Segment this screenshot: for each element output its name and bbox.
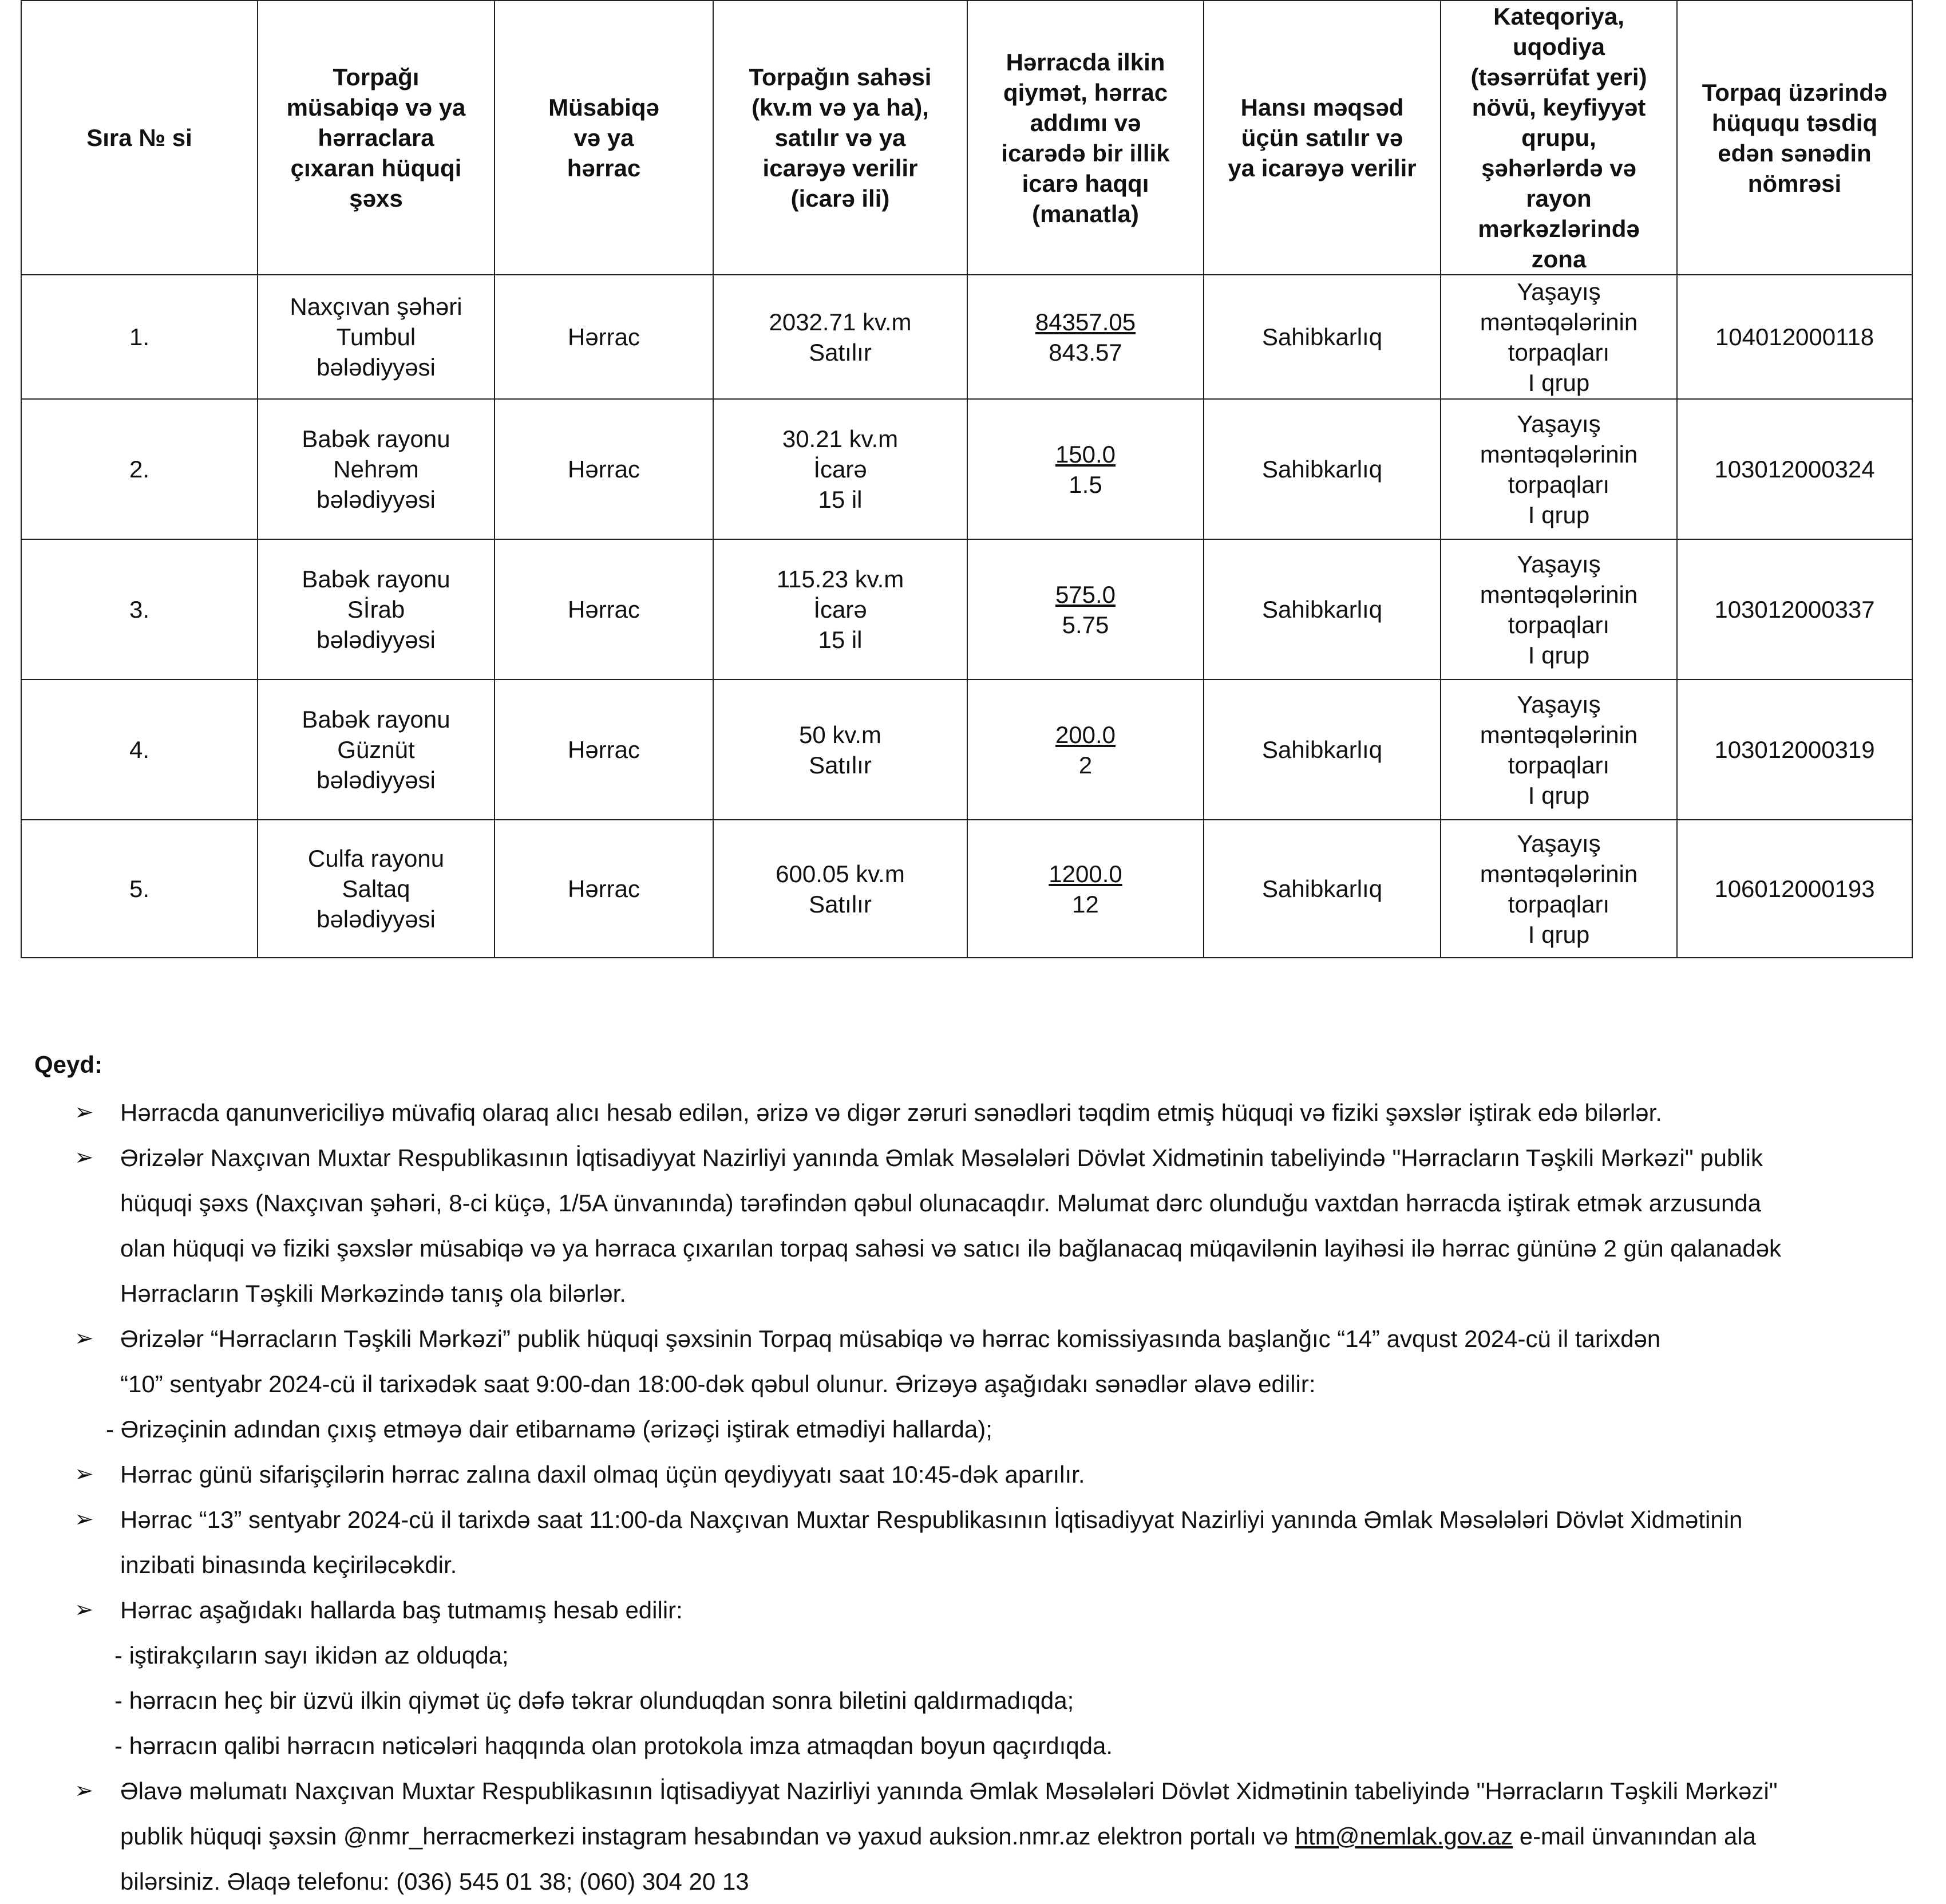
land-category-line: Yaşayış: [1517, 550, 1601, 578]
auction-table: [21, 0, 1913, 958]
entity-name-line: bələdiyyəsi: [317, 906, 436, 933]
row-number: 3.: [21, 539, 258, 680]
header-line: Sıra № si: [86, 124, 192, 151]
price-cell: [967, 820, 1204, 958]
note-text: e-mail ünvanından ala: [1513, 1823, 1756, 1850]
land-category-line: Yaşayış: [1517, 690, 1601, 718]
note-line: Ərizələr “Hərracların Təşkili Mərkəzi” publik hüquqi şəxsinin Torpaq müsabiqə və hərrac komissiyasında başlanğıc “14” avqust 2024-cü il tarixdən: [120, 1325, 1661, 1352]
note-text: Hərrac günü sifarişçilərin hərrac zalına daxil olmaq üçün qeydiyyatı saat 10:45-dək aparılır.: [120, 1461, 1085, 1488]
land-category-line: məntəqələrinin: [1480, 308, 1638, 335]
auction-step: 1.5: [1069, 471, 1102, 498]
note-subitem: - hərracın heç bir üzvü ilkin qiymət üç dəfə təkrar olunduqdan sonra biletini qaldırmadıqda;: [114, 1687, 1074, 1714]
initial-price: 84357.05: [1035, 308, 1136, 335]
header-line: icarədə bir illik: [1001, 139, 1170, 167]
note-bullet-2: [34, 1135, 1940, 1316]
sale-type: Hərrac: [495, 539, 713, 680]
header-line: Torpağın sahəsi: [749, 64, 932, 90]
note-subitem: - iştirakçıların sayı ikidən az olduqda;: [114, 1642, 509, 1669]
header-cell: [1441, 1, 1677, 275]
price-cell: [967, 275, 1204, 399]
row-number: 1.: [21, 275, 258, 399]
row-number: 4.: [21, 680, 258, 820]
sale-type: Hərrac: [495, 275, 713, 399]
header-line: zona: [1531, 246, 1587, 272]
land-area-line: 30.21 kv.m: [782, 425, 899, 452]
document-number: 103012000324: [1677, 399, 1912, 539]
arrow-bullet-icon: ➢: [74, 1461, 94, 1487]
entity-name-line: Tumbul: [336, 323, 416, 350]
arrow-bullet-icon: ➢: [74, 1145, 94, 1170]
land-category-line: I qrup: [1528, 921, 1590, 948]
land-area-line: Satılır: [809, 751, 872, 779]
land-area-line: 15 il: [818, 626, 863, 653]
entity-name-line: Sİrab: [347, 596, 405, 623]
document-number: 106012000193: [1677, 820, 1912, 958]
entity-name: [258, 399, 495, 539]
sale-type: Hərrac: [495, 680, 713, 820]
header-line: qrupu,: [1521, 124, 1596, 151]
header-line: və ya: [573, 124, 634, 151]
table-row: [21, 399, 1912, 539]
land-category-line: Yaşayış: [1517, 410, 1601, 437]
land-category-line: I qrup: [1528, 369, 1590, 396]
email-link[interactable]: htm@nemlak.gov.az: [1295, 1823, 1513, 1850]
header-line: hərraclara: [318, 124, 434, 151]
note-line: hüquqi şəxs (Naxçıvan şəhəri, 8-ci küçə, 1/5A ünvanında) tərəfindən qəbul olunacaqdır. Məlumat dərc olunduğu vaxtdan hərracda iştirak etmək arzusunda: [120, 1190, 1762, 1216]
land-category: [1441, 275, 1677, 399]
land-category-line: Yaşayış: [1517, 829, 1601, 857]
header-line: (icarə ili): [790, 185, 890, 212]
land-area: [713, 399, 967, 539]
land-category-line: məntəqələrinin: [1480, 721, 1638, 748]
purpose: Sahibkarlıq: [1204, 680, 1441, 820]
initial-price: 1200.0: [1049, 860, 1122, 887]
note-subitem: - Ərizəçinin adından çıxış etməyə dair etibarnamə (ərizəçi iştirak etmədiyi hallarda);: [106, 1416, 992, 1443]
land-category-line: Yaşayış: [1517, 278, 1601, 305]
land-area-line: Satılır: [809, 890, 872, 918]
header-line: (təsərrüfat yeri): [1470, 64, 1647, 90]
land-category-line: I qrup: [1528, 641, 1590, 669]
header-line: Torpağı: [333, 64, 420, 90]
land-category-line: torpaqları: [1508, 890, 1610, 918]
header-line: (kv.m və ya ha),: [751, 94, 929, 121]
purpose: Sahibkarlıq: [1204, 399, 1441, 539]
initial-price: 150.0: [1055, 440, 1116, 468]
land-category-line: torpaqları: [1508, 338, 1610, 366]
header-line: Hansı məqsəd: [1240, 94, 1404, 121]
note-line: Ərizələr Naxçıvan Muxtar Respublikasının İqtisadiyyat Nazirliyi yanında Əmlak Məsələləri Dövlət Xidmətinin tabeliyində "Hərracların Təşkili Mərkəzi" publik: [120, 1144, 1763, 1171]
sale-type: Hərrac: [495, 820, 713, 958]
note-line: inzibati binasında keçiriləcəkdir.: [120, 1551, 457, 1578]
note-bullet-1: [34, 1090, 1940, 1135]
document-number: 103012000319: [1677, 680, 1912, 820]
land-area: [713, 680, 967, 820]
land-area: [713, 275, 967, 399]
note-line: Əlavə məlumatı Naxçıvan Muxtar Respublikasının İqtisadiyyat Nazirliyi yanında Əmlak Məsələləri Dövlət Xidmətinin tabeliyində "Hərracların Təşkili Mərkəzi": [120, 1777, 1778, 1804]
entity-name-line: bələdiyyəsi: [317, 486, 436, 513]
header-line: ya icarəyə verilir: [1228, 155, 1417, 181]
land-category-line: torpaqları: [1508, 611, 1610, 638]
header-line: Kateqoriya,: [1493, 3, 1624, 30]
header-cell: [495, 1, 713, 275]
arrow-bullet-icon: ➢: [74, 1100, 94, 1125]
land-category-line: I qrup: [1528, 781, 1590, 809]
header-line: üçün satılır və: [1241, 124, 1403, 151]
land-category-line: torpaqları: [1508, 751, 1610, 779]
note-line: Hərracların Təşkili Mərkəzində tanış ola bilərlər.: [120, 1280, 626, 1307]
note-bullet-3: [34, 1316, 1940, 1407]
header-cell: [21, 1, 258, 275]
initial-price: 575.0: [1055, 580, 1116, 608]
header-line: Müsabiqə: [548, 94, 659, 121]
entity-name: [258, 539, 495, 680]
land-area-line: 600.05 kv.m: [776, 860, 905, 887]
entity-name-line: bələdiyyəsi: [317, 626, 436, 653]
entity-name-line: Güznüt: [337, 736, 415, 763]
note-bullet-6: [34, 1587, 1940, 1633]
price-cell: [967, 399, 1204, 539]
header-line: icarəyə verilir: [762, 155, 918, 181]
note-line: “10” sentyabr 2024-cü il tarixədək saat 9:00-dan 18:00-dək qəbul olunur. Ərizəyə aşağıdakı sənədlər əlavə edilir:: [120, 1370, 1316, 1397]
arrow-bullet-icon: ➢: [74, 1507, 94, 1532]
land-area-line: 2032.71 kv.m: [769, 308, 912, 335]
header-line: müsabiqə və ya: [286, 94, 466, 121]
header-line: qiymət, hərrac: [1003, 78, 1168, 106]
header-cell: [1677, 1, 1912, 275]
header-line: hərrac: [567, 155, 641, 181]
table-row: [21, 275, 1912, 399]
land-area-line: 15 il: [818, 486, 863, 513]
note-line: [120, 1814, 1940, 1859]
note-text: publik hüquqi şəxsin @nmr_herracmerkezi instagram hesabından və yaxud auksion.nmr.az elektron portalı və: [120, 1823, 1295, 1850]
table-row: [21, 820, 1912, 958]
land-category-line: məntəqələrinin: [1480, 580, 1638, 608]
header-cell: [967, 1, 1204, 275]
initial-price: 200.0: [1055, 721, 1116, 748]
note-bullet-4: [34, 1452, 1940, 1497]
note-line: bilərsiniz. Əlaqə telefonu: (036) 545 01 38; (060) 304 20 13: [120, 1868, 749, 1895]
header-cell: [258, 1, 495, 275]
entity-name: [258, 820, 495, 958]
land-area-line: Satılır: [809, 338, 872, 366]
note-text: Hərrac aşağıdakı hallarda baş tutmamış hesab edilir:: [120, 1597, 683, 1623]
arrow-bullet-icon: ➢: [74, 1778, 94, 1803]
entity-name-line: Babək rayonu: [302, 706, 450, 733]
note-line: olan hüquqi və fiziki şəxslər müsabiqə və ya hərraca çıxarılan torpaq sahəsi və satıcı ilə bağlanacaq müqavilənin layihəsi ilə hərrac gününə 2 gün qalanadək: [120, 1235, 1782, 1262]
entity-name-line: Naxçıvan şəhəri: [290, 293, 462, 320]
arrow-bullet-icon: ➢: [74, 1597, 94, 1622]
entity-name-line: Nehrəm: [333, 456, 419, 483]
entity-name: [258, 275, 495, 399]
land-category-line: torpaqları: [1508, 471, 1610, 498]
land-area-line: 115.23 kv.m: [776, 566, 904, 592]
header-line: Hərracda ilkin: [1006, 48, 1165, 76]
header-line: hüququ təsdiq: [1711, 109, 1878, 136]
header-line: nömrəsi: [1747, 169, 1842, 197]
header-line: çıxaran hüquqi: [290, 155, 462, 181]
header-line: addımı və: [1030, 109, 1141, 136]
land-area-line: 50 kv.m: [799, 721, 881, 748]
entity-name-line: Babək rayonu: [302, 425, 450, 452]
note-bullet-5: [34, 1497, 1940, 1587]
auction-step: 2: [1078, 751, 1093, 779]
header-line: (manatla): [1032, 200, 1139, 227]
price-cell: [967, 539, 1204, 680]
header-line: satılır və ya: [774, 124, 906, 151]
header-line: uqodiya: [1512, 33, 1605, 60]
land-category-line: məntəqələrinin: [1480, 860, 1638, 887]
header-line: icarə haqqı: [1022, 169, 1149, 197]
header-line: şəhərlərdə və: [1481, 155, 1636, 181]
document-number: 103012000337: [1677, 539, 1912, 680]
header-cell: [713, 1, 967, 275]
entity-name-line: Culfa rayonu: [307, 845, 445, 872]
header-line: rayon: [1526, 185, 1592, 212]
purpose: Sahibkarlıq: [1204, 539, 1441, 680]
note-subitem: - hərracın qalibi hərracın nəticələri haqqında olan protokola imza atmaqdan boyun qaçırdıqda.: [114, 1732, 1113, 1759]
notes-title: Qeyd:: [34, 1051, 103, 1078]
entity-name-line: Saltaq: [342, 875, 410, 902]
land-area: [713, 539, 967, 680]
auction-step: 5.75: [1062, 611, 1109, 638]
header-cell: [1204, 1, 1441, 275]
land-area: [713, 820, 967, 958]
note-line: Hərrac “13” sentyabr 2024-cü il tarixdə saat 11:00-da Naxçıvan Muxtar Respublikasının İqtisadiyyat Nazirliyi yanında Əmlak Məsələləri Dövlət Xidmətinin: [120, 1506, 1743, 1533]
purpose: Sahibkarlıq: [1204, 275, 1441, 399]
auction-step: 12: [1072, 890, 1099, 918]
land-category: [1441, 399, 1677, 539]
land-category-line: I qrup: [1528, 501, 1590, 528]
row-number: 5.: [21, 820, 258, 958]
header-line: növü, keyfiyyət: [1472, 94, 1646, 121]
entity-name-line: Babək rayonu: [302, 566, 450, 592]
header-line: Torpaq üzərində: [1702, 78, 1888, 106]
table-row: [21, 680, 1912, 820]
notes-section: [34, 1048, 1940, 1904]
price-cell: [967, 680, 1204, 820]
sale-type: Hərrac: [495, 399, 713, 539]
header-row: [21, 1, 1912, 275]
land-area-line: İcarə: [813, 456, 867, 483]
land-category-line: məntəqələrinin: [1480, 440, 1638, 468]
entity-name: [258, 680, 495, 820]
land-area-line: İcarə: [813, 596, 867, 623]
entity-name-line: bələdiyyəsi: [317, 767, 436, 793]
entity-name-line: bələdiyyəsi: [317, 354, 436, 381]
row-number: 2.: [21, 399, 258, 539]
note-bullet-7: [34, 1768, 1940, 1904]
land-category: [1441, 680, 1677, 820]
auction-step: 843.57: [1049, 338, 1122, 366]
table-row: [21, 539, 1912, 680]
document-number: 104012000118: [1677, 275, 1912, 399]
land-category: [1441, 539, 1677, 680]
header-line: şəxs: [349, 185, 403, 212]
land-category: [1441, 820, 1677, 958]
purpose: Sahibkarlıq: [1204, 820, 1441, 958]
header-line: edən sənədin: [1718, 139, 1872, 167]
header-line: mərkəzlərində: [1478, 215, 1640, 242]
arrow-bullet-icon: ➢: [74, 1326, 94, 1351]
note-text: Hərracda qanunvericiliyə müvafiq olaraq alıcı hesab edilən, ərizə və digər zəruri sənədləri təqdim etmiş hüquqi və fiziki şəxslər iştirak edə bilərlər.: [120, 1099, 1662, 1126]
